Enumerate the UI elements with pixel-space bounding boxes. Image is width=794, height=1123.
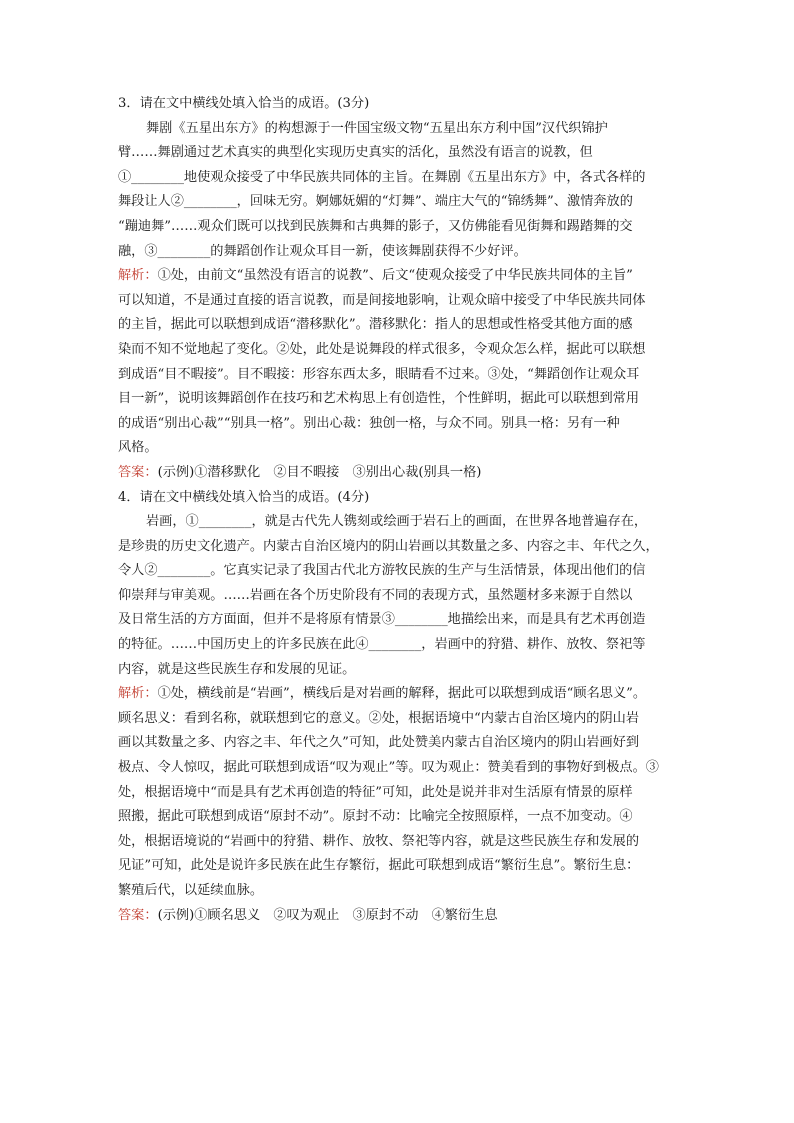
answer-text: (示例)①顾名思义 ②叹为观止 ③原封不动 ④繁衍生息: [157, 907, 498, 923]
q4-heading: 4．请在文中横线处填入恰当的成语。(4分): [118, 489, 370, 505]
answer-label: 答案：: [118, 464, 158, 480]
q4-analysis-line: 见证”可知，此处是说许多民族在此生存繁衍，据此可联想到成语“繁衍生息”。繁衍生息：: [118, 858, 640, 874]
q3-passage-line: 舞段让人②________，回味无穷。婀娜妩媚的“灯舞”、端庄大气的“锦绣舞”、激情奔放的: [118, 194, 633, 210]
q3-analysis-line: 染而不知不觉地起了变化。②处，此处是说舞段的样式很多，令观众怎么样，据此可以联想: [118, 341, 646, 357]
q4-answer-line: [118, 904, 694, 929]
q4-analysis-line: 顾名思义：看到名称，就联想到它的意义。②处，根据语境中“内蒙古自治区境内的阴山岩: [118, 710, 640, 726]
q4-analysis-line: 处，根据语境说的“岩画中的狩猎、耕作、放牧、祭祀等内容，就是这些民族生存和发展的: [118, 833, 640, 849]
q3-analysis-line: 风格。: [118, 440, 158, 456]
q3-passage-line: 臂……舞剧通过艺术真实的典型化实现历史真实的活化，虽然没有语言的说教，但: [118, 145, 593, 161]
q4-analysis-line: 繁殖后代，以延续血脉。: [118, 883, 264, 898]
q4-passage-line: 岩画，①________，就是古代先人镌刻或绘画于岩石上的画面，在世界各地普遍存在，: [146, 514, 648, 530]
q3-analysis-line: 到成语“目不暇接”。目不暇接：形容东西太多，眼睛看不过来。③处，“舞蹈创作让观众耳: [118, 366, 640, 382]
q3-analysis-line: 可以知道，不是通过直接的语言说教，而是间接地影响，让观众暗中接受了中华民族共同体: [118, 292, 646, 308]
q3-heading: 3．请在文中横线处填入恰当的成语。(3分): [118, 96, 370, 111]
q3-passage-line: ①________地使观众接受了中华民族共同体的主旨。在舞剧《五星出东方》中，各式各样的: [118, 169, 646, 185]
q4-analysis-line: [118, 682, 694, 707]
q3-analysis-line: 的成语“别出心裁”“别具一格”。别出心裁：独创一格，与众不同。别具一格：另有一种: [118, 415, 620, 431]
analysis-text: ①处，由前文“虽然没有语言的说教”、后文“使观众接受了中华民族共同体的主旨”: [157, 268, 633, 284]
q3-analysis-line: 目一新”，说明该舞蹈创作在技巧和艺术构思上有创造性，个性鲜明，据此可以联想到常用: [118, 391, 640, 407]
answer-label: 答案：: [118, 907, 158, 923]
answer-text: (示例)①潜移默化 ②目不暇接 ③别出心裁(别具一格): [157, 464, 482, 480]
analysis-label: 解析：: [118, 686, 158, 702]
q4-analysis-line: 处，根据语境中“而是具有艺术再创造的特征”可知，此处是说并非对生活原有情景的原样: [118, 784, 633, 800]
q4-analysis-line: 照搬，据此可联想到成语“原封不动”。原封不动：比喻完全按照原样，一点不加变动。④: [118, 809, 633, 825]
q4-analysis-line: 画以其数量之多、内容之丰、年代之久”可知，此处赞美内蒙古自治区境内的阴山岩画好到: [118, 735, 640, 751]
q3-passage-line: 舞剧《五星出东方》的构想源于一件国宝级文物“五星出东方利中国”汉代织锦护: [146, 120, 608, 136]
analysis-label: 解析：: [118, 268, 158, 284]
q3-passage-line: “蹦迪舞”……观众们既可以找到民族舞和古典舞的影子，又仿佛能看见街舞和踢踏舞的交: [118, 218, 633, 234]
q4-analysis-line: 极点、令人惊叹，据此可联想到成语“叹为观止”等。叹为观止：赞美看到的事物好到极点。③: [118, 760, 659, 776]
q4-passage-line: 内容，就是这些民族生存和发展的见证。: [118, 661, 356, 677]
q4-passage-line: 的特征。……中国历史上的许多民族在此④________，岩画中的狩猎、耕作、放牧、祭祀等: [118, 637, 646, 653]
q3-analysis-line: 的主旨，据此可以联想到成语“潜移默化”。潜移默化：指人的思想或性格受其他方面的感: [118, 317, 633, 333]
q4-passage-line: 及日常生活的方方面面，但并不是将原有情景③________地描绘出来，而是具有艺术再创造: [118, 612, 646, 628]
q3-passage-line: 融，③________的舞蹈创作让观众耳目一新，使该舞剧获得不少好评。: [118, 243, 527, 259]
q4-passage-line: 令人②________。它真实记录了我国古代北方游牧民族的生产与生活情景，体现出他们的信: [118, 563, 646, 579]
analysis-text: ①处，横线前是“岩画”，横线后是对岩画的解释，据此可以联想到成语“顾名思义”。: [157, 686, 647, 702]
q4-passage-line: 是珍贵的历史文化遗产。内蒙古自治区境内的阴山岩画以其数量之多、内容之丰、年代之久，: [118, 538, 659, 554]
q4-passage-line: 仰崇拜与审美观。……岩画在各个历史阶段有不同的表现方式，虽然题材多来源于自然以: [118, 587, 633, 603]
document-page: [118, 92, 694, 928]
q3-analysis-line: [118, 264, 694, 289]
q3-answer-line: [118, 461, 694, 486]
